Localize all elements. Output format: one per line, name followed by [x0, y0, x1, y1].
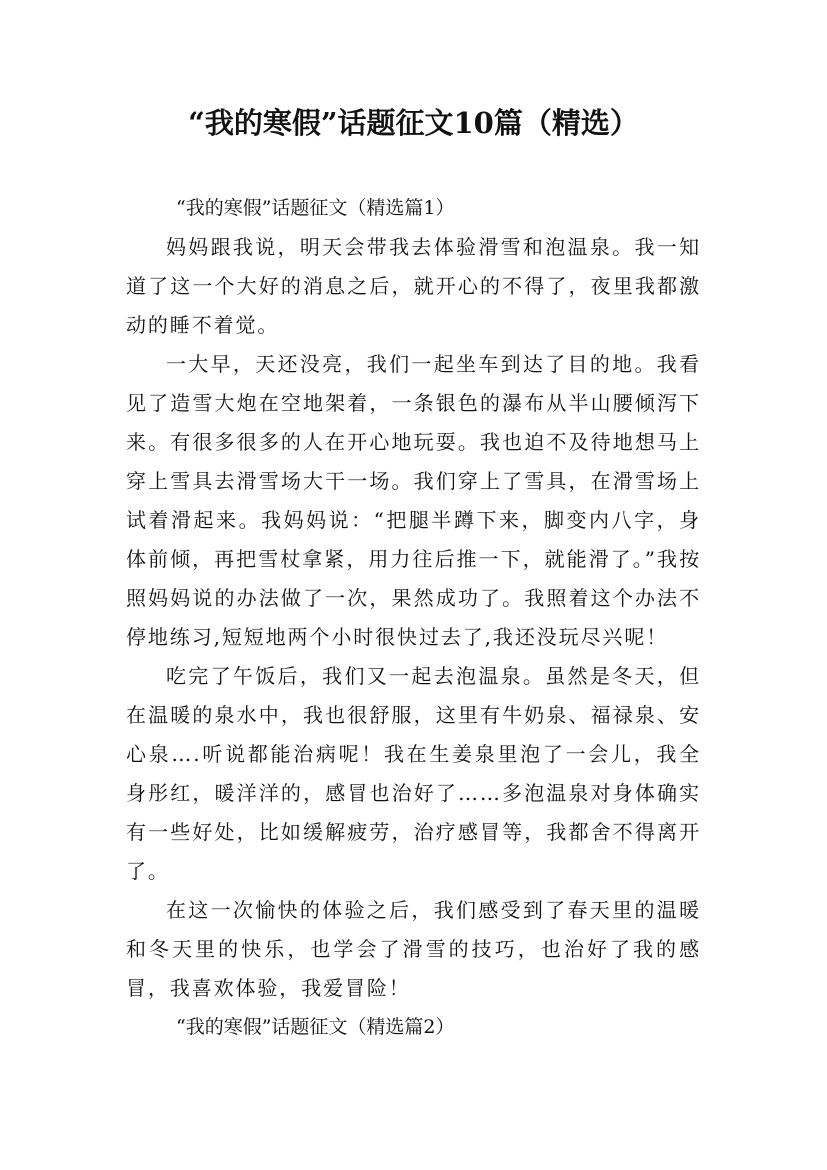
section-heading-1: “我的寒假”话题征文（精选篇1）	[176, 197, 455, 219]
document-body	[126, 189, 701, 1047]
paragraph-3: 吃完了午饭后，我们又一起去泡温泉。虽然是冬天，但在温暖的泉水中，我也很舒服，这里有牛奶泉、福禄泉、安心泉….听说都能治病呢！我在生姜泉里泡了一会儿，我全身彤红，暖洋洋的，感冒也治好了……多泡温泉对身体确实有一些好处，比如缓解疲劳，治疗感冒等，我都舍不得离开了。	[126, 664, 701, 883]
document-title: “我的寒假”话题征文10篇（精选）	[188, 106, 639, 140]
paragraph-1: 妈妈跟我说，明天会带我去体验滑雪和泡温泉。我一知道了这一个大好的消息之后，就开心的不得了，夜里我都激动的睡不着觉。	[126, 235, 701, 337]
paragraph-2: 一大早，天还没亮，我们一起坐车到达了目的地。我看见了造雪大炮在空地架着，一条银色的瀑布从半山腰倾泻下来。有很多很多的人在开心地玩耍。我也迫不及待地想马上穿上雪具去滑雪场大干一场。我们穿上了雪具，在滑雪场上试着滑起来。我妈妈说：“把腿半蹲下来，脚变内八字，身体前倾，再把雪杖拿紧，用力往后推一下，就能滑了。”我按照妈妈说的办法做了一次，果然成功了。我照着这个办法不停地练习,短短地两个小时很快过去了,我还没玩尽兴呢！	[126, 352, 701, 649]
paragraph-4: 在这一次愉快的体验之后，我们感受到了春天里的温暖和冬天里的快乐，也学会了滑雪的技巧，也治好了我的感冒，我喜欢体验，我爱冒险！	[126, 898, 701, 1000]
section-heading-2: “我的寒假”话题征文（精选篇2）	[176, 1016, 455, 1038]
